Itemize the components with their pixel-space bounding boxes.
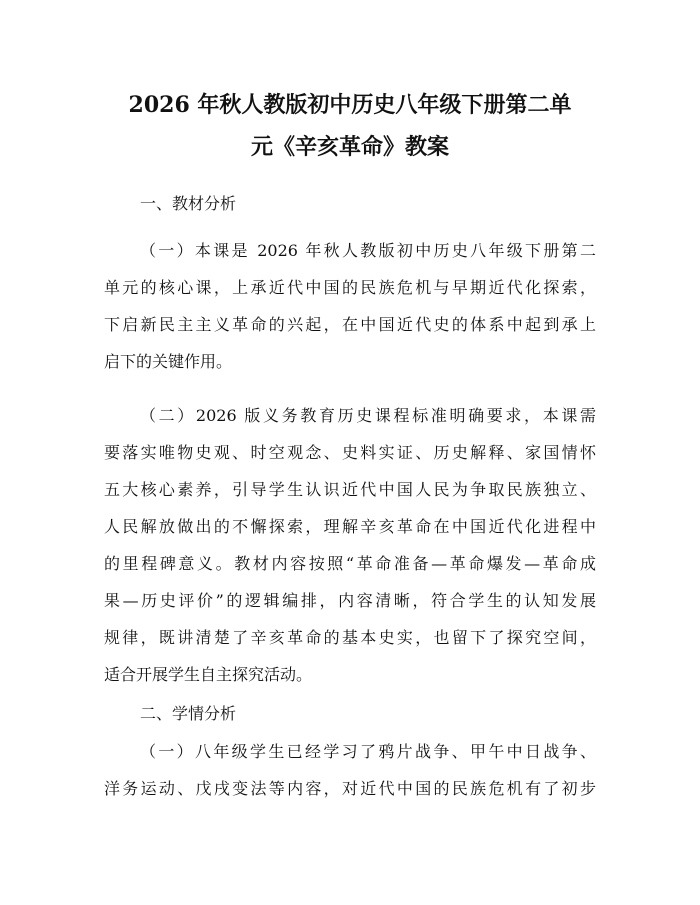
section-heading-textbook-analysis: 一、教材分析 <box>140 194 237 213</box>
paragraph-line: （一）本课是 2026 年秋人教版初中历史八年级下册第二 <box>140 241 596 260</box>
paragraph-line: 规律，既讲清楚了辛亥革命的基本史实，也留下了探究空间， <box>104 628 596 647</box>
paragraph-line: （一）八年级学生已经学习了鸦片战争、甲午中日战争、 <box>140 742 596 761</box>
paragraph-line: 适合开展学生自主探究活动。 <box>104 665 313 684</box>
paragraph-line: 单元的核心课，上承近代中国的民族危机与早期近代化探索， <box>104 278 596 297</box>
paragraph-line: 五大核心素养，引导学生认识近代中国人民为争取民族独立、 <box>104 480 596 499</box>
paragraph-line: 的里程碑意义。教材内容按照“革命准备—革命爆发—革命成 <box>104 554 596 573</box>
paragraph-line: 洋务运动、戊戌变法等内容，对近代中国的民族危机有了初步 <box>104 779 596 798</box>
section-heading-learner-analysis: 二、学情分析 <box>140 704 237 723</box>
paragraph-line: 果—历史评价”的逻辑编排，内容清晰，符合学生的认知发展 <box>104 591 596 610</box>
paragraph-line: 要落实唯物史观、时空观念、史料实证、历史解释、家国情怀 <box>104 443 596 462</box>
paragraph-line: （二）2026 版义务教育历史课程标准明确要求，本课需 <box>140 406 596 425</box>
paragraph-line: 人民解放做出的不懈探索，理解辛亥革命在中国近代化进程中 <box>104 517 596 536</box>
document-title-line-2: 元《辛亥革命》教案 <box>250 134 449 160</box>
document-title-line-1: 2026 年秋人教版初中历史八年级下册第二单 <box>128 92 572 118</box>
paragraph-line: 下启新民主主义革命的兴起，在中国近代史的体系中起到承上 <box>104 315 596 334</box>
paragraph-line: 启下的关键作用。 <box>104 352 233 371</box>
